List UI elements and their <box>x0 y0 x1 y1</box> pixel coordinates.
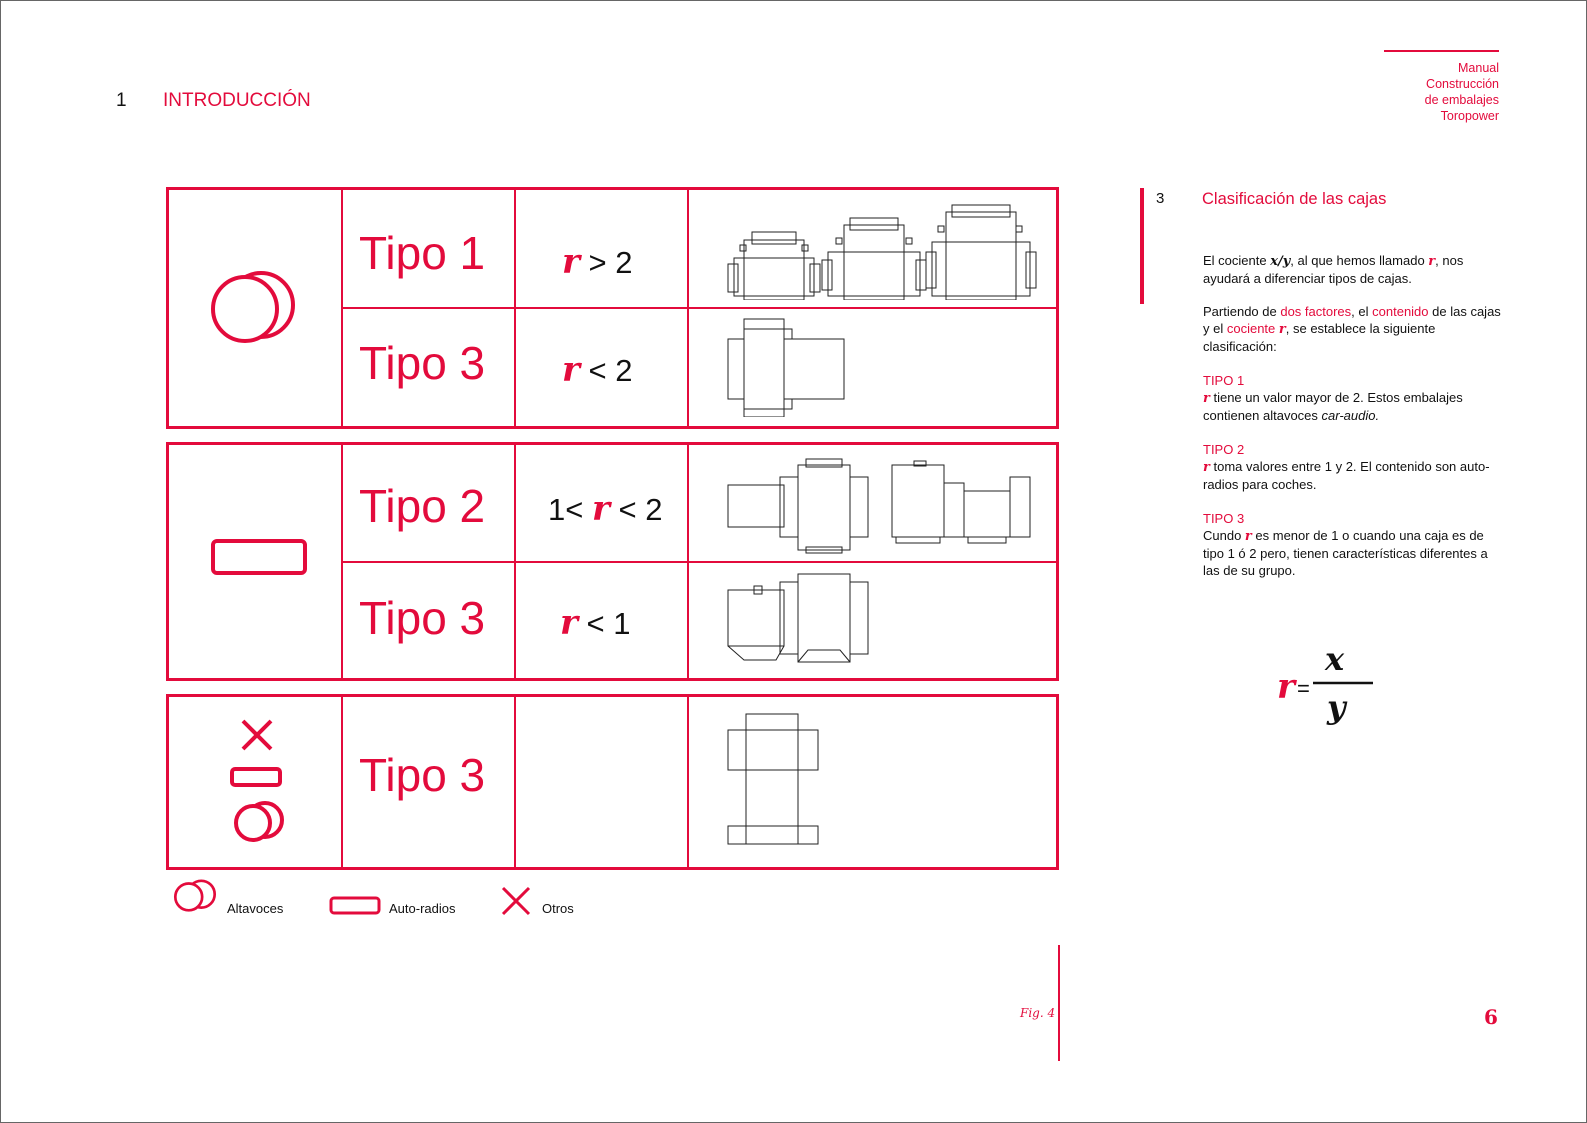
ratio-expression: r < 1 <box>560 603 631 643</box>
brand-rule <box>1384 50 1499 52</box>
classification-group-others <box>166 694 1059 870</box>
legend-others-label: Otros <box>542 901 574 916</box>
brand-line: de embalajes <box>1424 93 1499 107</box>
paragraph-factors: Partiendo de dos factores, el contenido de las cajas y el cociente r, se establece la siguiente clasificación: <box>1203 304 1501 354</box>
box-diagram-type3-radios <box>724 570 884 670</box>
legend-others-icon <box>500 884 532 918</box>
formula-numerator: x <box>1325 640 1345 678</box>
ratio-formula <box>1273 638 1383 728</box>
formula-equals: = <box>1297 676 1310 701</box>
paragraph-tipo3: TIPO 3 Cundo r es menor de 1 o cuando una caja es de tipo 1 ó 2 pero, tienen características diferentes a las de su grupo. <box>1203 511 1488 578</box>
figure-label: Fig. 4 <box>1020 1006 1056 1020</box>
page-number: 6 <box>1484 1005 1498 1029</box>
type-label: Tipo 3 <box>359 592 486 644</box>
legend-radios-icon <box>329 889 383 923</box>
speakers-icon <box>209 265 309 345</box>
ratio-expression: r < 2 <box>562 350 633 390</box>
legend-radios-label: Auto-radios <box>389 901 456 916</box>
figure-rule <box>1058 945 1060 1061</box>
legend-speakers-label: Altavoces <box>227 901 284 916</box>
section-number: 3 <box>1156 190 1165 207</box>
chapter-title: INTRODUCCIÓN <box>163 90 311 111</box>
ratio-expression: r > 2 <box>562 242 633 282</box>
brand-block <box>1425 60 1499 124</box>
formula-r: r <box>1277 667 1295 707</box>
type-label: Tipo 3 <box>359 749 486 801</box>
type-label: Tipo 1 <box>359 227 486 279</box>
paragraph-tipo1: TIPO 1 r tiene un valor mayor de 2. Estos embalajes contienen altavoces car-audio. <box>1203 373 1463 423</box>
classification-group-radios <box>166 442 1059 681</box>
car-radio-icon <box>209 537 309 579</box>
brand-line: Toropower <box>1440 109 1499 123</box>
box-diagram-type3-others <box>724 712 844 852</box>
paragraph-intro: El cociente x/y, al que hemos llamado r, nos ayudará a diferenciar tipos de cajas. <box>1203 253 1464 286</box>
section-title: Clasificación de las cajas <box>1202 190 1387 208</box>
type-label: Tipo 2 <box>359 480 486 532</box>
type-label: Tipo 3 <box>359 337 486 389</box>
section-bar <box>1140 188 1144 304</box>
paragraph-tipo2: TIPO 2 r toma valores entre 1 y 2. El contenido son auto-radios para coches. <box>1203 442 1490 492</box>
chapter-number: 1 <box>116 90 127 111</box>
ratio-expression: 1< r < 2 <box>548 489 663 529</box>
brand-line: Construcción <box>1426 77 1499 91</box>
mixed-content-icon <box>223 717 293 847</box>
box-diagram-type1 <box>724 200 1044 300</box>
formula-denominator: y <box>1327 688 1346 726</box>
classification-group-speakers <box>166 187 1059 429</box>
box-diagram-type3-speakers <box>724 317 864 417</box>
box-diagram-type2 <box>724 455 1044 555</box>
brand-line: Manual <box>1458 61 1499 75</box>
legend-speakers-icon <box>168 879 222 913</box>
